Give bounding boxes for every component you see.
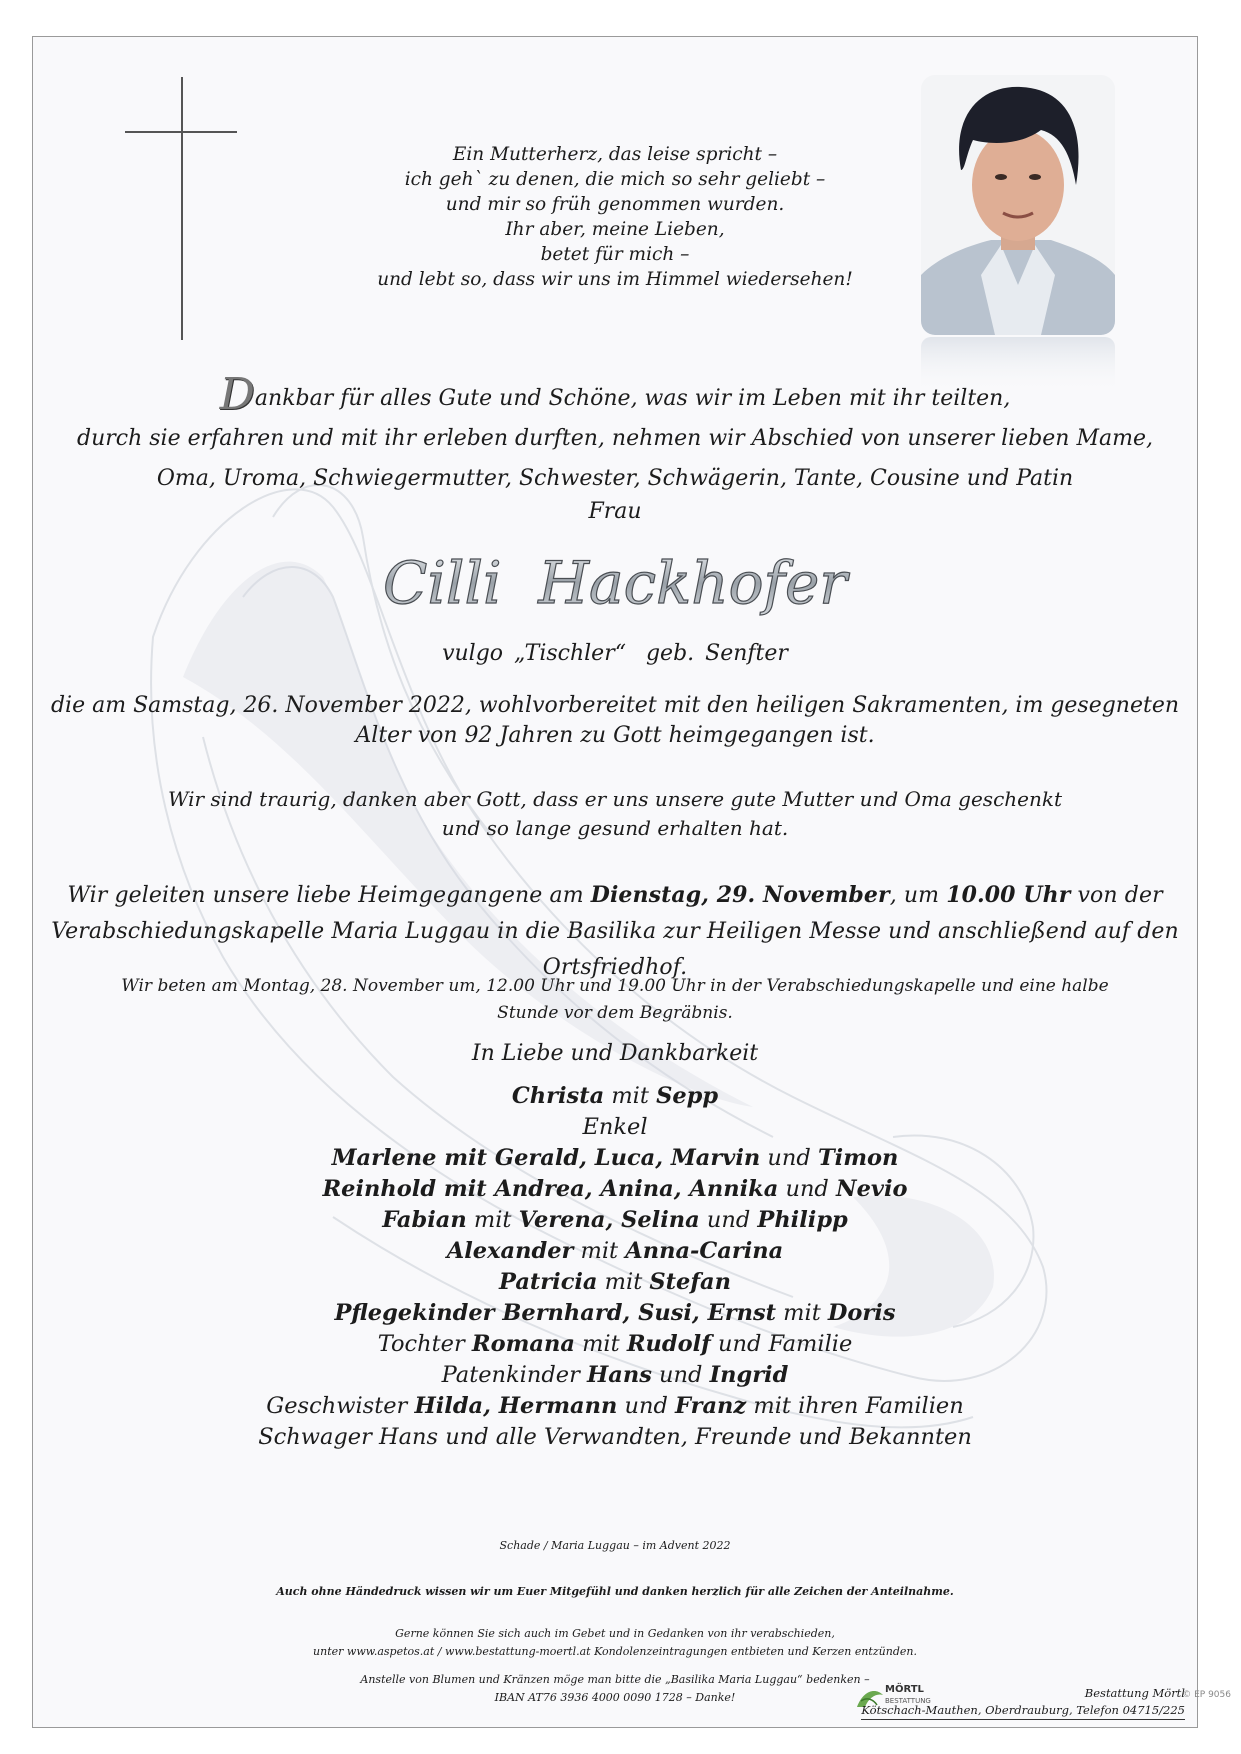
logo-wordmark: MÖRTL [885,1684,924,1695]
intro-line-1 [33,369,1197,420]
mourner-name: Franz [675,1393,747,1419]
intro-line-2: durch sie erfahren und mit ihr erleben durften, nehmen wir Abschied von unserer lieben Mame, [77,426,1153,451]
poem-line: Ihr aber, meine Lieben, [505,219,725,240]
mourners-line [33,1329,1197,1360]
poem-line: ich geh` zu denen, die mich so sehr geliebt – [404,169,826,190]
funeral-text: , um [889,883,947,908]
vulgo-name: vulgo „Tischler“ [442,641,626,666]
connector: Tochter [377,1331,472,1357]
death-notice [33,691,1197,751]
mourner-name: Marlene mit Gerald, Luca, Marvin [331,1145,761,1171]
mourners-line [33,1205,1197,1236]
obituary-page [32,36,1198,1728]
connector: Geschwister [266,1393,415,1419]
mourners-line [33,1298,1197,1329]
poem-line: Ein Mutterherz, das leise spricht – [452,144,778,165]
connector: mit [574,1331,627,1357]
cross-horizontal [125,131,237,133]
connector: mit [597,1269,650,1295]
prayer-line: Stunde vor dem Begräbnis. [497,1003,733,1023]
mourner-name: Anna-Carina [625,1238,784,1264]
mourners-line [33,1236,1197,1267]
poem-line: betet für mich – [540,244,690,265]
mourners-line [33,1081,1197,1112]
death-notice-line: die am Samstag, 26. November 2022, wohlvorbereitet mit den heiligen Sakramenten, im gesegneten [50,693,1180,718]
vulgo-line [33,641,1197,666]
undertaker-info [861,1685,1185,1720]
poem-line: und mir so früh genommen wurden. [445,194,785,215]
logo-subtitle: BESTATTUNG [885,1697,931,1705]
intro-line-1-text: ankbar für alles Gute und Schöne, was wir im Leben mit ihr teilten, [254,386,1011,411]
mourners-line: Enkel [582,1114,648,1140]
death-notice-line: Alter von 92 Jahren zu Gott heimgegangen ist. [355,723,875,748]
mourner-name: Hilda, Hermann [414,1393,618,1419]
undertaker-name: Bestattung Mörtl [1084,1686,1185,1700]
mourner-name: Christa [511,1083,605,1109]
gratitude-text [33,785,1197,843]
mourners-line [33,1143,1197,1174]
connector: und [651,1362,710,1388]
funeral-date: Dienstag, 29. November [590,882,890,908]
online-line: unter www.aspetos.at / www.bestattung-moertl.at Kondolenzeintragungen entbieten und Kerzen entzünden. [313,1645,917,1658]
mourner-name: Nevio [836,1176,908,1202]
mourner-name: Stefan [649,1269,731,1295]
thanks-note: Auch ohne Händedruck wissen wir um Euer Mitgefühl und danken herzlich für alle Zeichen der Anteilnahme. [276,1585,954,1598]
mourner-name: Verena, Selina [518,1207,700,1233]
closing-phrase: In Liebe und Dankbarkeit [471,1041,759,1066]
mourner-name: Ingrid [709,1362,789,1388]
mourners-line [33,1360,1197,1391]
connector: und Familie [710,1331,853,1357]
gratitude-line: und so lange gesund erhalten hat. [441,816,789,840]
connector: und [760,1145,818,1171]
undertaker-address: Kötschach-Mauthen, Oberdrauburg, Telefon 04715/225 [861,1702,1185,1720]
connector: mit [776,1300,828,1326]
connector: mit [466,1207,519,1233]
connector: mit [573,1238,626,1264]
mourners-list [33,1081,1197,1453]
mourner-name: Pflegekinder Bernhard, Susi, Ernst [334,1300,777,1326]
online-condolence [33,1625,1197,1661]
deceased-name-text: Cilli Hackhofer [382,549,848,617]
funeral-text: von der [1070,883,1163,908]
connector: mit ihren Familien [746,1393,964,1419]
funeral-details [33,877,1197,986]
poem-line: und lebt so, dass wir uns im Himmel wiedersehen! [377,269,853,290]
salutation: Frau [588,499,642,524]
connector: und [778,1176,836,1202]
mourner-name: Doris [827,1300,896,1326]
document-code: © EP 9056 [1182,1690,1231,1700]
mourners-line: Schwager Hans und alle Verwandten, Freunde und Bekannten [258,1424,972,1450]
mourner-name: Patricia [499,1269,598,1295]
mourners-line [33,1174,1197,1205]
funeral-time: 10.00 Uhr [946,882,1071,908]
deceased-name [33,541,1197,631]
online-line: Gerne können Sie sich auch im Gebet und in Gedanken von ihr verabschieden, [395,1627,835,1640]
gratitude-line: Wir sind traurig, danken aber Gott, dass er uns unsere gute Mutter und Oma geschenkt [167,787,1063,811]
mourners-line [33,1391,1197,1422]
connector: und [699,1207,758,1233]
connector: Patenkinder [441,1362,587,1388]
mourners-line [33,1267,1197,1298]
connector: und [617,1393,676,1419]
mourner-name: Reinhold mit Andrea, Anina, Annika [322,1176,779,1202]
mourner-name: Sepp [656,1083,719,1109]
mourner-name: Alexander [446,1238,574,1264]
mourner-name: Timon [817,1145,899,1171]
funeral-text: Wir geleiten unsere liebe Heimgegangene am [67,883,591,908]
prayer-line: Wir beten am Montag, 28. November um, 12.00 Uhr und 19.00 Uhr in der Verabschiedungskapelle und eine halbe [121,976,1109,996]
place-date: Schade / Maria Luggau – im Advent 2022 [499,1539,731,1552]
donation-iban: IBAN AT76 3936 4000 0090 1728 – Danke! [494,1691,736,1704]
intro-line-3: Oma, Uroma, Schwiegermutter, Schwester, Schwägerin, Tante, Cousine und Patin [156,466,1074,491]
funeral-line-1 [33,877,1197,914]
funeral-line-2: Verabschiedungskapelle Maria Luggau in die Basilika zur Heiligen Messe und anschließend auf den Ortsfriedhof. [51,919,1179,980]
decorative-initial: D [219,369,255,420]
mourner-name: Romana [471,1331,575,1357]
portrait-photo [921,75,1115,335]
donation-line: Anstelle von Blumen und Kränzen möge man bitte die „Basilika Maria Luggau“ bedenken – [360,1673,870,1686]
mourner-name: Rudolf [626,1331,711,1357]
connector: mit [604,1083,657,1109]
intro-paragraph [33,369,1197,499]
mourner-name: Fabian [382,1207,467,1233]
mourner-name: Hans [587,1362,652,1388]
prayer-info [33,973,1197,1027]
birth-name: geb. Senfter [645,641,788,666]
mourner-name: Philipp [757,1207,848,1233]
